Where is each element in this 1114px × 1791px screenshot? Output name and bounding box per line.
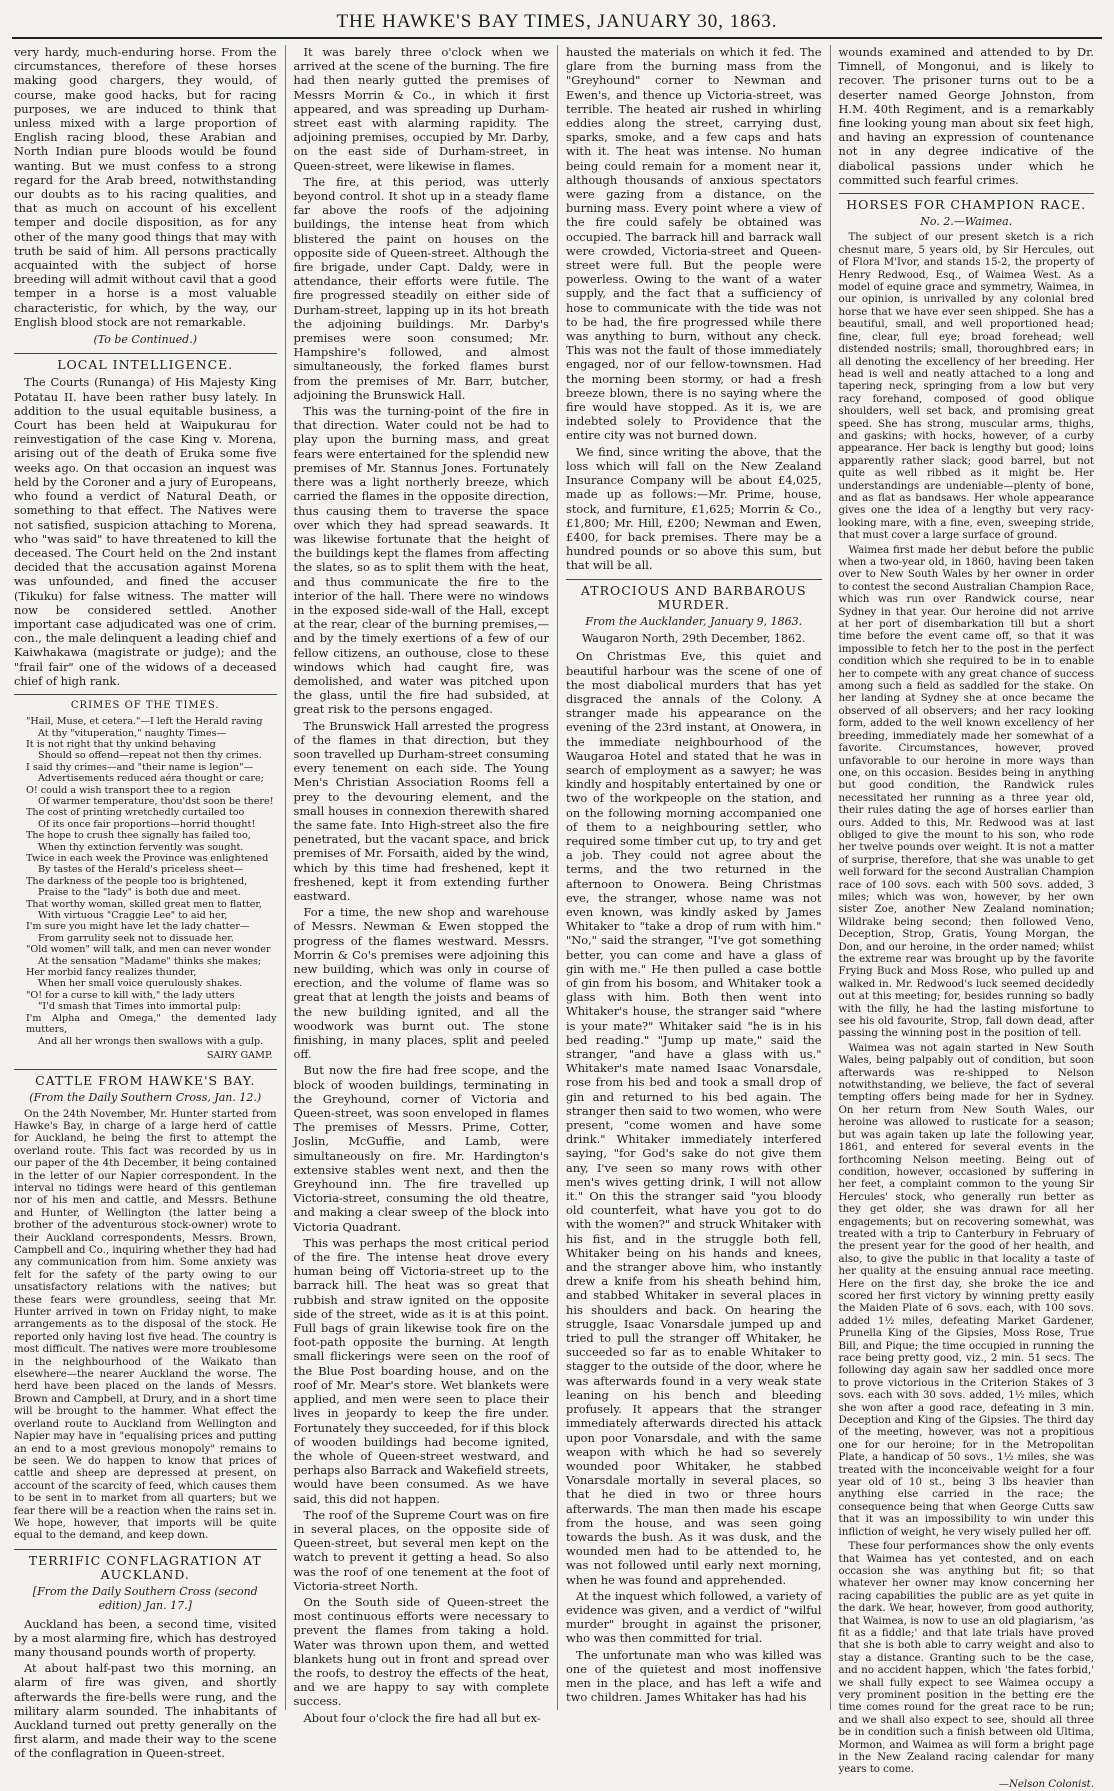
conflagration-heading: TERRIFIC CONFLAGRATION AT AUCKLAND.: [14, 1549, 277, 1582]
horses-heading: HORSES FOR CHAMPION RACE.: [839, 193, 1095, 212]
crimes-poem: [26, 716, 277, 1047]
poem-line: The cost of printing wretchedly curtailed too: [26, 807, 245, 819]
column-2: [285, 45, 558, 1725]
poem-line: I said thy crimes—and "their name is legion"—: [26, 761, 254, 773]
fire-p6: But now the fire had free scope, and the block of wooden buildings, terminating in the Greyhound, corner of Victoria and Queen-street, was soon enveloped in flames The premises of Messrs. Prime, Cotter, Joslin, McGuffie, and Lamb, were simultaneously on fire. Mr. Hardington's extensive stables went next, and then the Greyhound inn. The fire travelled up Victoria-street, consuming the old theatre, and making a clear sweep of the block into Victoria Quadrant.: [293, 1063, 549, 1234]
poem-line: That worthy woman, skilled great men to flatter,: [26, 898, 262, 910]
poem-line: Twice in each week the Province was enlightened: [26, 853, 269, 865]
poem-line: At the sensation "Madame" thinks she makes;: [38, 955, 262, 967]
horses-p2: Waimea first made her debut before the public when a two-year old, in 1860, having been taken over to New South Wales by her owner in order to contest the second Australian Champion Race, which was run over Randwick course, near Sydney in that year. Our heroine did not arrive at her port of disembarkation till but a short time before the event came off, so that it was impossible to fetch her to the post in the perfect condition which she required to be in to enable her to compete with any great chance of success among such a field as saddled for the stake. On her landing at Sydney she at once became the observed of all observers; and her racy looking form, added to the well known excellency of her breeding, immediately made her somewhat of a favorite. Circumstances, however, proved unfavorable to our heroine in more ways than one, on this occasion. Besides being in anything but good condition, the Randwick rules necessitated her running as a three year old, their rules dating the age of horses earlier than ours. Added to this, Mr. Redwood was at last obliged to give the mount to his son, who rode her twelve pounds over weight. It is not a matter of surprise, therefore, that she was unable to get well forward for the second Australian Champion race of 100 sovs. each with 500 sovs. added, 3 miles; which was won, however, by her own sister Zoe, another New Zealand nomination; Wildrake being second; then followed Veno, Deception, Strop, Gratis, Young Morgan, the Don, and our heroine, in the order named; whilst the extreme rear was brought up by the favorite Frying Buck and Moss Rose, who pulled up and walked in. Mr. Redwood's luck seemed decidedly out at this meeting; for, besides running so badly with the filly, he had the lasting misfortune to see his old favourite, Strop, fall down dead, after passing the winning post in the position of tell.: [838, 544, 1094, 1040]
murder-p1: On Christmas Eve, this quiet and beautiful harbour was the scene of one of the most diabolical murders that has yet disgraced the annals of the Colony. A stranger made his appearance on the evening of the 23rd instant, at Onowera, in the immediate neighbourhood of the Waugaroa Hotel and stated that he was in search of employment as a sawyer; he was kindly and hospitably entertained by one or two of the workpeople on the station, and on the following morning accompanied one of them to a neighbouring settler, who required some timber cut up, to try and get a job. They could not agree about the terms, and the two returned in the afternoon to Onowera. Being Christmas eve, the stranger, whose name was not even known, was kindly asked by James Whitaker to "take a drop of rum with him." "No," said the stranger, "I've got something better, you can come and have a glass of gin with me." He then pulled a case bottle of gin from his bosom, and Whitaker took a glass with him. Both then went into Whitaker's house, the stranger said "where is your mate?" Whitaker said "he is in his bed reading." "Jump up mate," said the stranger, "and have a glass with us." Whitaker's mate named Isaac Vonarsdale, rose from his bed and took a small drop of gin and returned to his bed again. The stranger then said to two women, who were present, "come women and have some drink." Whitaker immediately interfered saying, "for God's sake do not give them any, I've seen so many rows with other men's wives getting drink, I will not allow it." On this the stranger said "you bloody old counterfeit, what have you got to do with the women?" and struck Whitaker with his fist, and in the struggle both fell, Whitaker being on his hands and knees, and the stranger above him, who instantly drew a knife from his sheath behind him, and stabbed Whitaker in several places in his shoulders and back. On hearing the struggle, Isaac Vonarsdale jumped up and tried to pull the stranger off Whitaker, he succeeded so far as to enable Whitaker to stagger to the outside of the door, where he was afterwards found in a very weak state leaning on his bench and bleeding profusely. It appears that the stranger immediately afterwards directed his attack upon poor Vonarsdale, and with the same weapon with which he had so severely wounded poor Whitaker, he stabbed Vonarsdale mortally in several places, so that he died in two or three hours afterwards. The man then made his escape from the house, and was seen going towards the bush. As it was dusk, and the wounded men had to be attended to, he was not followed until early next morning, when he was found and apprehended.: [566, 649, 822, 1587]
poem-line: The hope to crush thee signally has failed too,: [26, 830, 251, 842]
poem-line: I'm Alpha and Omega," the demented lady mutters,: [26, 1012, 277, 1036]
poem-line: When thy extinction fervently was sought.: [38, 841, 244, 853]
murder-heading: ATROCIOUS AND BARBAROUS MURDER.: [566, 579, 822, 612]
horses-source: —Nelson Colonist.: [998, 1778, 1094, 1790]
poem-line: By tastes of the Herald's priceless sheet—: [38, 864, 244, 876]
columns: [12, 45, 1102, 1790]
poem-line: At thy "vituperation," naughty Times—: [38, 727, 227, 739]
poem-line: I'm sure you might have let the lady chatter—: [26, 921, 250, 933]
column-1: [12, 45, 285, 1761]
poem-line: O! could a wish transport thee to a region: [26, 784, 231, 796]
cattle-heading: CATTLE FROM HAWKE'S BAY.: [14, 1069, 277, 1088]
poem-line: "Hail, Muse, et cetera."—I left the Herald raving: [26, 716, 263, 728]
fire-p3: This was the turning-point of the fire in that direction. Water could not be had to play upon the burning mass, and great fears were entertained for the splendid new premises of Mr. Stannus Jones. Fortunately there was a light northerly breeze, which carried the flames in the opposite direction, thus causing them to traverse the space over which they had spread seawards. It was likewise fortunate that the height of the buildings kept the flames from affecting the slates, so as to split them with the heat, and thus communicate the fire to the interior of the hall. There were no windows in the exposed side-wall of the Hall, except at the rear, clear of the burning premises,—and by the timely exertions of a few of our fellow citizens, an outhouse, close to these windows which had caught fire, was demolished, and water was pitched upon the glass, until the fire had subsided, at great risk to the persons engaged.: [293, 404, 549, 717]
poem-line: Praise to the "lady" is both due and meet.: [38, 887, 241, 899]
poem-line: Her morbid fancy realizes thunder,: [26, 967, 197, 979]
horses-p3: Waimea was not again started in New South Wales, being palpably out of condition, but soon afterwards was re-shipped to Nelson notwithstanding, we believe, the fact of several tempting offers being made for her in Sydney. On her return from New South Wales, our heroine was allowed to rusticate for a season; but was again taken up late the following year, 1861, and entered for several events in the forthcoming Nelson meeting. Being out of condition, however, occasioned by suffering in her feet, a complaint common to the young Sir Hercules' stock, who generally run better as they get older, she was drawn for all her engagements; but on recovering somewhat, was treated with a trip to Canterbury in February of the present year for the good of her health, and also, to give the public in that locality a taste of her quality at the ensuing annual race meeting. Here on the first day, she broke the ice and scored her first victory by winning pretty easily the Maiden Plate of 6 sovs. each, with 100 sovs. added 1½ miles, defeating Market Gardener, Prunella King of the Gipsies, Moss Rose, True Bill, and Pique; the time occupied in running the race being pretty good, viz., 2 min. 51 secs. The following day again saw her saddled once more to prove victorious in the Criterion Stakes of 3 sovs. each with 30 sovs. added, 1½ miles, which she won after a good race, defeating in 3 min. Deception and King of the Gipsies. The third day of the meeting, however, was not a propitious one for our heroine; for in the Metropolitan Plate, a handicap of 50 sovs., 1½ miles, she was treated with the inconceivable weight for a four year old of 10 st., being 3 lbs heavier than anything else carried in the race; the consequence being that when George Cutts saw that it was an impossibility to win under this infliction of weight, he very wisely pulled her off.: [838, 1042, 1094, 1538]
poem-line: The darkness of the people too is brightened,: [26, 875, 248, 887]
cattle-source: (From the Daily Southern Cross, Jan. 12.): [29, 1091, 262, 1105]
fire-p10: About four o'clock the fire had all but ex-: [303, 1710, 541, 1725]
poem-line: "Old women" will talk, and men can never wonder: [26, 944, 271, 956]
poem-line: It is not right that thy unkind behaving: [26, 738, 216, 750]
poem-line: Advertisements reduced aéra thought or care;: [38, 773, 264, 785]
fire-p9: On the South side of Queen-street the most continuous efforts were necessary to prevent the flames from taking a hold. Water was thrown upon them, and wetted blankets hung out in front and spread over the roofs, to destroy the effects of the heat, and we are happy to say with complete success.: [293, 1594, 549, 1709]
murder-continued: wounds examined and attended to by Dr. Timnell, of Mongonui, and is likely to recover. The prisoner turns out to be a deserter named George Johnston, from H.M. 40th Regiment, and is a remarkably fine looking young man about six feet high, and having an expression of countenance not in any degree indicative of the diabolical passions under which he committed such fearful crimes.: [838, 45, 1094, 187]
arab-article-text: very hardy, much-enduring horse. From the circumstances, therefore of these horses making good chargers, they would, of course, make good hacks, but for racing purposes, we are induced to think that unless mixed with a large proportion of English racing blood, these Arabian and North Indian pure bloods would be found wanting. But we must confess to a strong regard for the Arab breed, notwithstanding our doubts as to his racing qualities, and that as much on account of his excellent temper and docile disposition, as for any other of the many good things that may with truth be said of him. All persons practically acquainted with the subject of horse breeding will admit without cavil that a good temper in a horse is a most valuable characteristic, for which, by the way, our English blood stock are not remarkable.: [14, 45, 277, 329]
local-intelligence-heading: LOCAL INTELLIGENCE.: [14, 353, 277, 372]
column-4: [830, 45, 1103, 1790]
poem-line: With virtuous "Craggie Lee" to aid her,: [38, 910, 228, 922]
poem-signature: SAIRY GAMP.: [206, 1049, 273, 1061]
horses-subheading: No. 2.—Waimea.: [920, 215, 1013, 229]
murder-dateline: Waugaron North, 29th December, 1862.: [581, 632, 806, 646]
poem-line: Should so offend—repeat not then thy crimes.: [38, 750, 262, 762]
fire-p2: The fire, at this period, was utterly beyond control. It shot up in a steady flame far above the roofs of the adjoining buildings, the intense heat from which blistered the paint on houses on the opposite side of Queen-street. Although the fire brigade, under Capt. Daldy, were in attendance, their efforts were futile. The fire progressed steadily on either side of Durham-street, lapping up in its hot breath the adjoining buildings. Mr. Darby's premises were soon consumed; Mr. Hampshire's followed, and almost simultaneously, the forked flames burst from the premises of Mr. Barr, butcher, adjoining the Brunswick Hall.: [293, 174, 549, 402]
fire-p1: It was barely three o'clock when we arrived at the scene of the burning. The fire had then nearly gutted the premises of Messrs Morrin & Co., in which it first appeared, and was spreading up Durham-street east with alarming rapidity. The adjoining premises, occupied by Mr. Darby, on the east side of Durham-street, in Queen-street, were likewise in flames.: [293, 45, 549, 173]
column-3: [557, 45, 830, 1710]
murder-p3: The unfortunate man who was killed was one of the quietest and most inoffensive men in the place, and has left a wife and two children. James Whitaker has had his: [566, 1647, 822, 1705]
crimes-heading: CRIMES OF THE TIMES.: [14, 694, 277, 713]
poem-line: Of warmer temperature, thou'dst soon be there!: [38, 795, 274, 807]
continued-note: (To be Continued.): [93, 333, 197, 347]
conflagration-source: [From the Daily Southern Cross (second edition) Jan. 17.]: [32, 1585, 258, 1613]
masthead: [12, 10, 1102, 39]
murder-source: From the Aucklander, January 9, 1863.: [585, 614, 803, 628]
fire-p8: The roof of the Supreme Court was on fire in several places, on the opposite side of Queen-street, but several men kept on the watch to prevent it getting a head. So also was the roof of one tenement at the foot of Victoria-street North.: [293, 1507, 549, 1593]
fire-p5: For a time, the new shop and warehouse of Messrs. Newman & Ewen stopped the progress of the flames westward. Messrs. Morrin & Co's premises were adjoining this new building, which was only in course of erection, and the volume of flame was so great that at length the joists and beams of the new building ignited, and all the woodwork was burnt out. The stone finishing, in many places, split and peeled off.: [293, 905, 549, 1062]
poem-line: From garrulity seek not to dissuade her.: [38, 932, 234, 944]
insurance-loss: We find, since writing the above, that the loss which will fall on the New Zealand Insurance Company will be about £4,025, made up as follows:—Mr. Prime, house, stock, and furniture, £1,625; Morrin & Co., £1,800; Mr. Hill, £200; Newman and Ewen, £400, for back premises. There may be a hundred pounds or so above this sum, but that will be all.: [566, 444, 822, 573]
horses-p1: The subject of our present sketch is a rich chesnut mare, 5 years old, by Sir Hercules, out of Flora M'Ivor, and stands 15-2, the property of Henry Redwood, Esq., of Waimea West. As a model of equine grace and symmetry, Waimea, in our opinion, is unrivalled by any colonial bred horse that we have ever seen shipped. She has a beautiful, small, and well proportioned head; fine, clear, full eye; broad forehead; well distended nostrils; small, thoroughbred ears; in all denoting the excellency of her breeding. Her head is well and neatly attached to a long and tapering neck, springing from a low but very racy forehand, composed of good oblique shoulders, well set back, and promising great speed. She has strong, muscular arms, thighs, and gaskins; with hocks, however, of a curby appearance. Her back is lengthy but good; loins apparently rather slack; good barrel, but not quite as well ribbed as it might be. Her understandings are undeniable—plenty of bone, and as flat as bandsaws. Her whole appearance gives one the idea of a lengthy but very racy-looking mare, with a fine, even, sweeping stride, that must cover a large surface of ground.: [838, 232, 1094, 542]
masthead-title: THE HAWKE'S BAY TIMES, JANUARY 30, 1863.: [336, 11, 778, 32]
fire-p4: The Brunswick Hall arrested the progress of the flames in that direction, but they soon travelled up Durham-street consuming every tenement on each side. The Young Men's Christian Association Rooms fell a prey to the devouring element, and the small houses in connexion therewith shared the same fate. Into High-street also the fire penetrated, but the vacant space, and brick premises of Mr. Forsaith, aided by the wind, which by this time had freshened, kept it freshened, kept it from extending further eastward.: [293, 718, 549, 903]
poem-line: And all her wrongs then swallows with a gulp.: [38, 1035, 264, 1047]
poem-line: "I'd smash that Times into immortal pulp:: [38, 1001, 241, 1013]
conflagration-p1: Auckland has been, a second time, visited by a most alarming fire, which has destroyed many thousand pounds worth of property.: [14, 1616, 277, 1659]
conflagration-p2: At about half-past two this morning, an alarm of fire was given, and shortly afterwards the fire-bells were rung, and the military alarm sounded. The inhabitants of Auckland turned out pretty generally on the first alarm, and made their way to the scene of the conflagration in Queen-street.: [14, 1661, 277, 1761]
horses-p4: These four performances show the only events that Waimea has yet contested, and on each occasion she was anything but fit; so that whatever her owner may know concerning her racing capabilities the public are as yet quite in the dark. We hear, however, from good authority, that Waimea, is now to use an old plagiarism, 'as fit as a fiddle;' and that late trials have proved that she is both able to carry weight and also to stay a distance. Granting such to be the case, and no accident happen, which 'the fates forbid,' we shall fully expect to see Waimea occupy a very prominent position in the betting ere the time comes round for the great race to be run; and we shall also expect to see, should all three be in condition such a finish between old Ultima, Mormon, and Waimea as will form a bright page in the New Zealand racing calendar for many years to come.: [838, 1541, 1094, 1776]
cattle-text: On the 24th November, Mr. Hunter started from Hawke's Bay, in charge of a large herd of cattle for Auckland, he being the first to attempt the overland route. This fact was recorded by us in our paper of the 4th December, it being contained in the letter of our Napier correspondent. In the interval no tidings were heard of this gentleman nor of his men and cattle, and Messrs. Bethune and Hunter, of Wellington (the latter being a brother of the adventurous stock-owner) wrote to their Auckland correspondents, Messrs. Brown, Campbell and Co., inquiring whether they had had any communication from him. Some anxiety was felt for the safety of the party owing to our unsatisfactory relations with the natives; but these fears were groundless, seeing that Mr. Hunter arrived in town on Friday night, to make arrangements as to the disposal of the stock. He reported only having lost five head. The country is most difficult. The natives were more troublesome in the neighbourhood of the Waikato than elsewhere—the nearer Auckland the worse. The herd have been placed on the lands of Messrs. Brown and Campbell, at Drury, and in a short time will be brought to the hammer. What effect the overland route to Auckland from Wellington and Napier may have in "equalising prices and putting an end to a most grevious monopoly" remains to be seen. We do happen to know that prices of cattle and sheep are depressed at present, on account of the scarcity of feed, which causes them to be sent in to market from all quarters; but we fear there will be a reaction when the rains set in. We hope, however, that imports will be quite equal to the demand, and keep down.: [14, 1108, 277, 1542]
poem-line: Of its once fair proportions—horrid thought!: [38, 818, 256, 830]
murder-p2: At the inquest which followed, a variety of evidence was given, and a verdict of "wilful murder" brought in against the prisoner, who was then committed for trial.: [566, 1588, 822, 1646]
fire-p7: This was perhaps the most critical period of the fire. The intense heat drove every human being off Victoria-street up to the barrack hill. The heat was so great that rubbish and straw ignited on the opposite side of the street, wide as it is at this point. Full bags of grain likewise took fire on the foot-path opposite the burning. At length small flickerings were seen on the roof of the Blue Post boarding house, and on the roof of Mr. Mear's store. Wet blankets were applied, and men were seen to place their lives in jeopardy to keep the fire under. Fortunately they succeeded, for if this block of wooden buildings had become ignited, the whole of Queen-street westward, and perhaps also Barrack and Wakefield streets, would have been consumed. As we have said, this did not happen.: [293, 1235, 549, 1506]
local-intelligence-text: The Courts (Runanga) of His Majesty King Potatau II. have been rather busy lately. In addition to the usual equitable business, a Court has been held at Waipukurau for reinvestigation of the case King v. Morena, arising out of the death of Eruka some five weeks ago. On that occasion an inquest was held by the Coroner and a jury of Europeans, who found a verdict of Natural Death, or something to that effect. The Natives were not satisfied, suspicion attaching to Morena, who "was said" to have threatened to kill the deceased. The Court held on the 2nd instant decided that the accusation against Morena was unfounded, and fined the accuser (Tikuku) for false witness. The matter will now be considered settled. Another important case adjudicated was one of crim. con., the male delinquent a leading chief and Kaiwhakawa (magistrate or judge); and the "frail fair" one of the widows of a deceased chief of high rank.: [14, 375, 277, 688]
fire-continued: hausted the materials on which it fed. The glare from the burning mass from the "Greyhound" corner to Newman and Ewen's, and thence up Victoria-street, was terrible. The heated air rushed in whirling eddies along the street, carrying dust, sparks, smoke, and a few caps and hats with it. The heat was intense. No human being could remain for a moment near it, although thousands of anxious spectators were gazing from a distance, on the burning mass. Every point where a view of the fire could safely be obtained was occupied. The barrack hill and barrack wall were crowded, Victoria-street and Queen-street were full. But the people were powerless. Owing to the want of a water supply, and the fact that a sufficiency of hose to communicate with the tide was not to be had, the fire progressed while there was anything to burn, without any check. This was not the fault of those immediately engaged, nor of our fellow-townsmen. Had the morning been stormy, or had a fresh breeze blown, there is no saying where the fire would have stopped. As it is, we are indebted solely to Providence that the entire city was not burned down.: [566, 45, 822, 443]
poem-line: When her small voice querulously shakes.: [38, 978, 243, 990]
poem-line: "O! for a curse to kill with," the lady utters: [26, 989, 235, 1001]
